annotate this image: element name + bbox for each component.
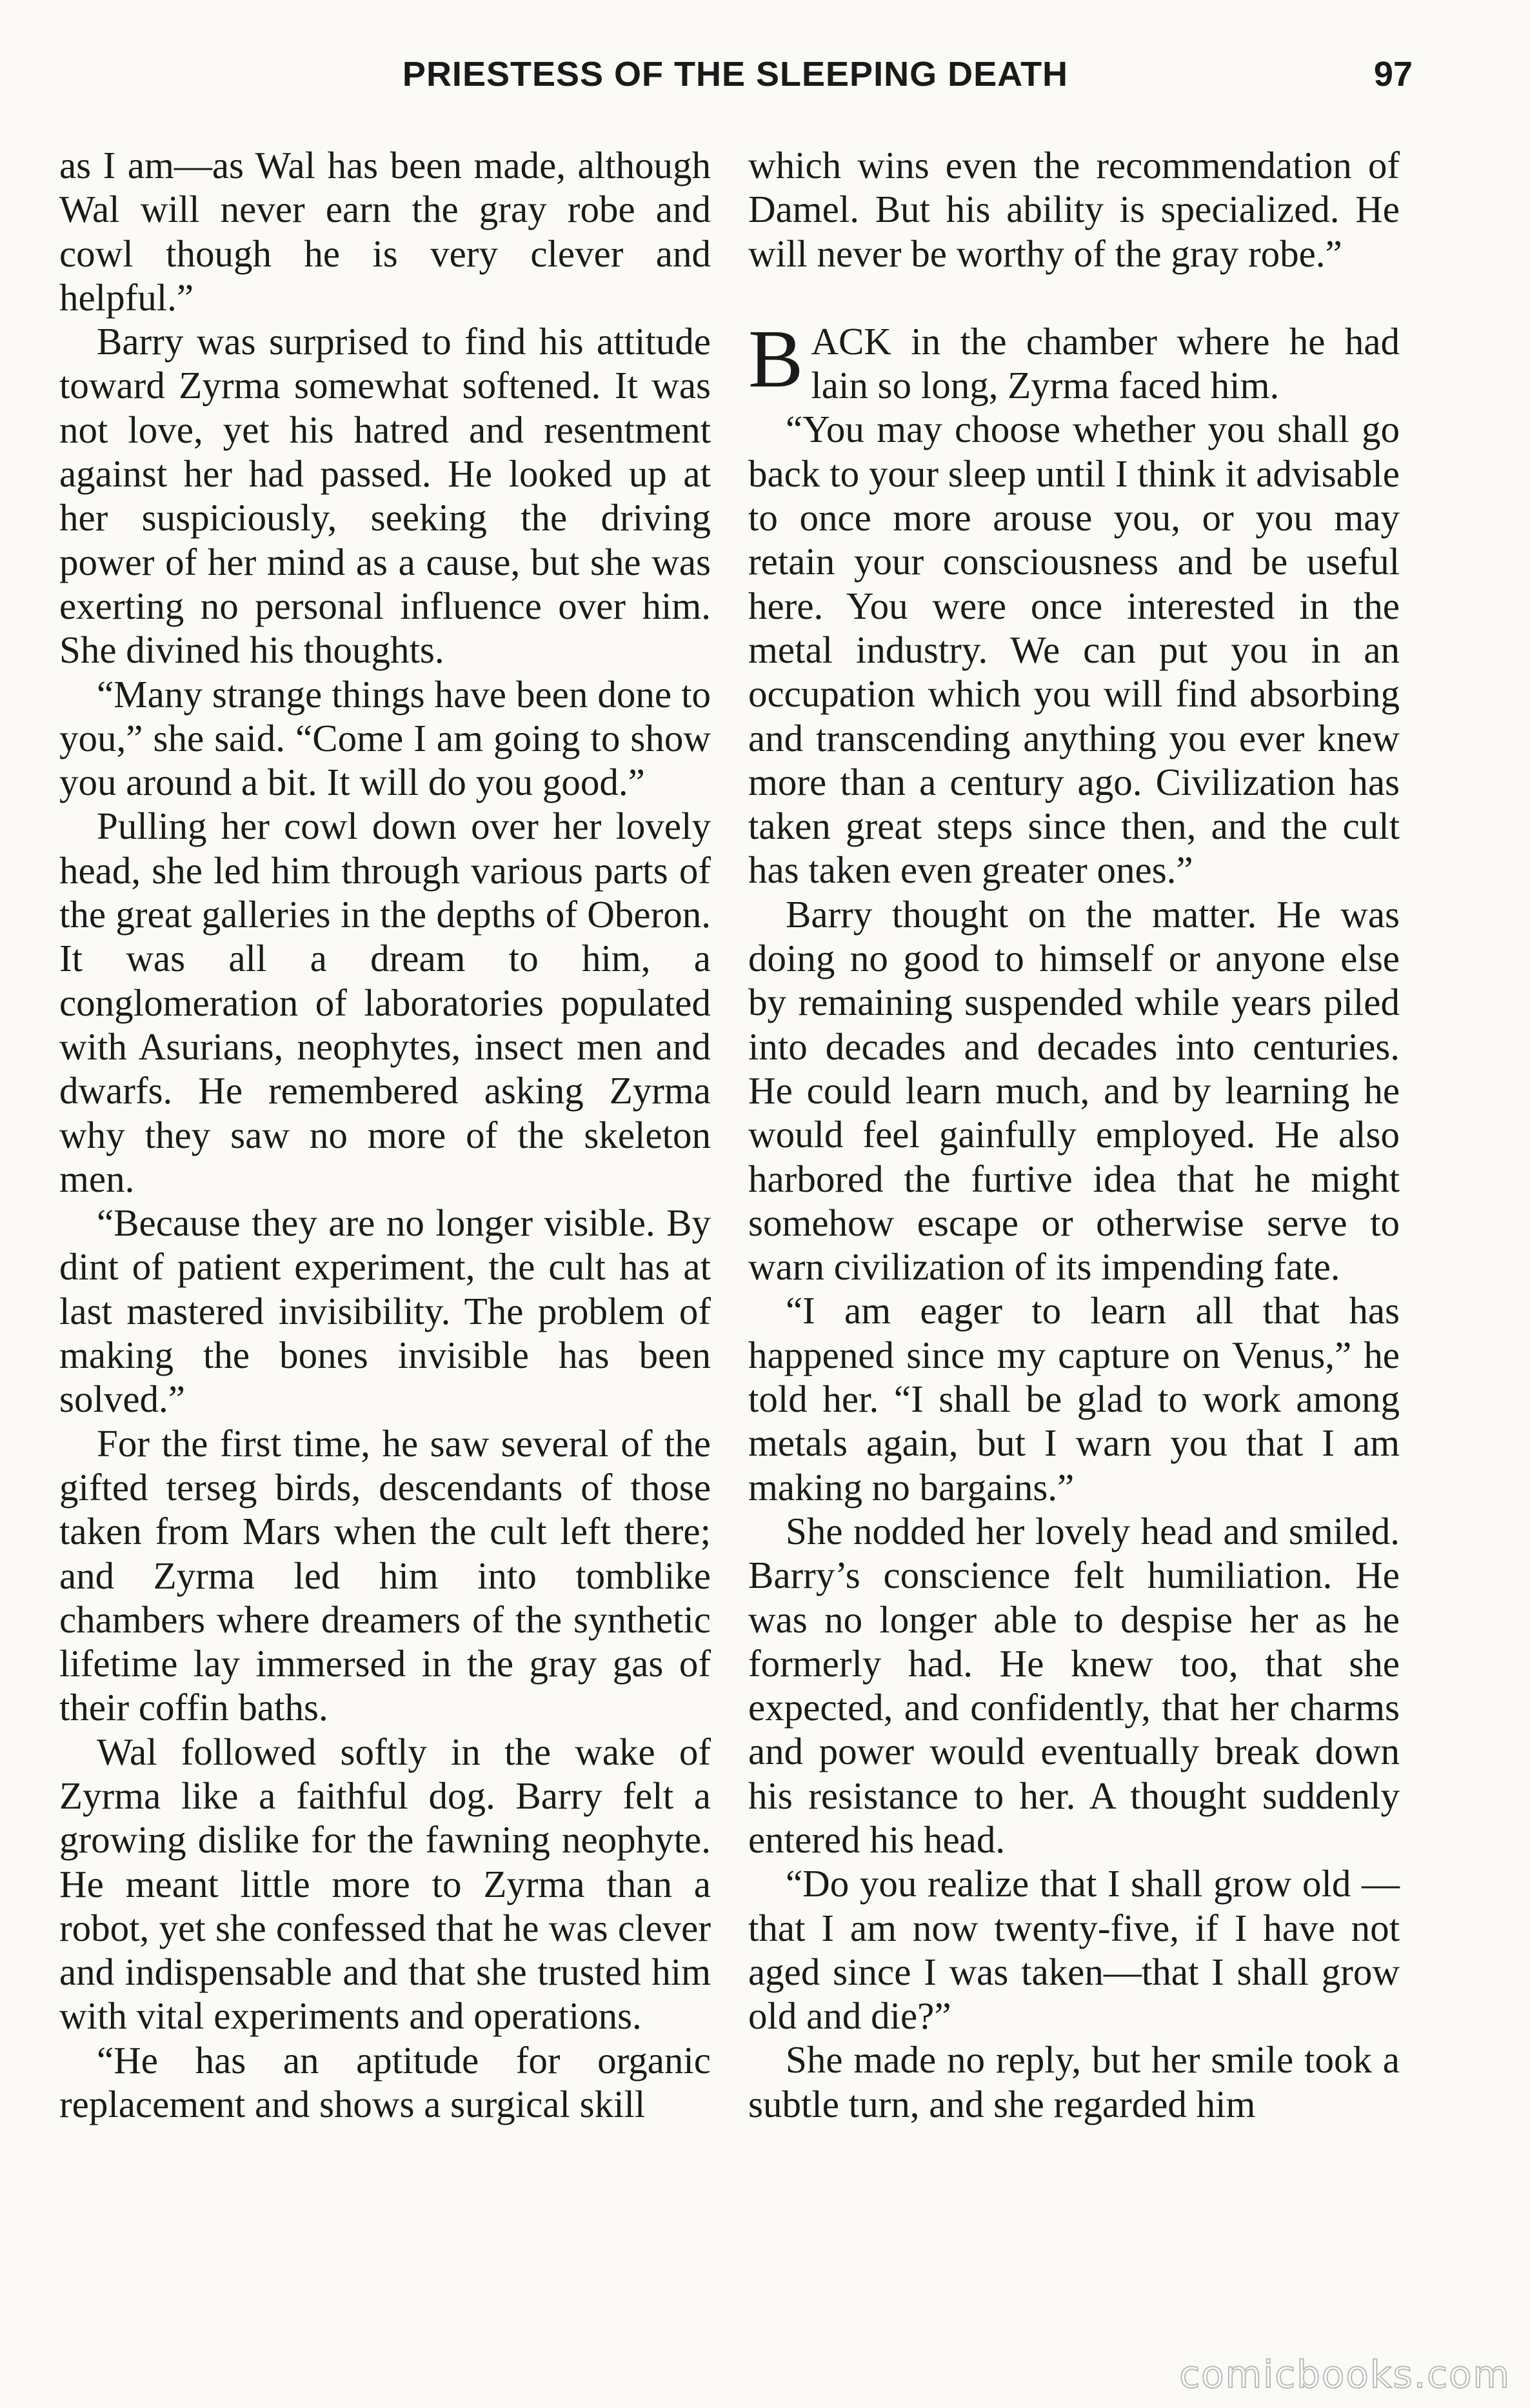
page-number: 97 — [1373, 55, 1413, 94]
drop-cap: B — [748, 312, 804, 405]
paragraph: “Because they are no longer visible. By dint of patient experiment, the cult has at last mastered invisibility. The problem of making the bones invisible has been solved.” — [59, 1201, 711, 1421]
paragraph: as I am—as Wal has been made, although Wal will never earn the gray robe and cowl though he is very clever and helpful.” — [59, 144, 711, 319]
paragraph: “He has an aptitude for organic replacement and shows a surgical skill — [59, 2038, 711, 2126]
paragraph-continuation: which wins even the recommendation of Damel. But his ability is specialized. He will never be worthy of the gray robe.” — [748, 144, 1400, 275]
paragraph: She nodded her lovely head and smiled. Barry’s conscience felt humiliation. He was no longer able to despise her as he formerly had. He knew too, that she expected, and confidently, that her charms and power would eventually break down his resistance to her. A thought suddenly entered his head. — [748, 1509, 1400, 1861]
running-head: PRIESTESS OF THE SLEEPING DEATH — [402, 55, 1069, 94]
left-column — [59, 143, 711, 2126]
paragraph: “Do you realize that I shall grow old —that I am now twenty-five, if I have not aged since I was taken—that I shall grow old and die?” — [748, 1862, 1400, 2038]
paragraph: For the first time, he saw several of the gifted terseg birds, descendants of those taken from Mars when the cult left there; and Zyrma led him into tomblike chambers where dreamers of the synthetic lifetime lay immersed in the gray gas of their coffin baths. — [59, 1421, 711, 1729]
paragraph: Pulling her cowl down over her lovely head, she led him through various parts of the great galleries in the depths of Oberon. It was all a dream to him, a conglomeration of laboratories populated with Asurians, neophytes, insect men and dwarfs. He remembered asking Zyrma why they saw no more of the skeleton men. — [59, 805, 711, 1200]
right-column — [748, 143, 1400, 2126]
watermark: comicbooks.com — [1179, 2353, 1511, 2396]
section-opening — [748, 312, 1400, 408]
paragraph: “I am eager to learn all that has happened since my capture on Venus,” he told her. “I shall be glad to work among metals again, but I warn you that I am making no bargains.” — [748, 1289, 1400, 1509]
section-opening-text: ACK in the chamber where he had lain so long, Zyrma faced him. — [811, 319, 1400, 407]
page-header — [58, 54, 1413, 112]
paragraph: Wal followed softly in the wake of Zyrma like a faithful dog. Barry felt a growing dislike for the fawning neophyte. He meant little more to Zyrma than a robot, yet she confessed that he was clever and indispensable and that she trusted him with vital experiments and operations. — [59, 1730, 711, 2038]
paragraph: She made no reply, but her smile took a subtle turn, and she regarded him — [748, 2038, 1400, 2125]
paragraph: Barry thought on the matter. He was doing no good to himself or anyone else by remaining suspended while years piled into decades and decades into centuries. He could learn much, and by learning he would feel gainfully employed. He also harbored the furtive idea that he might somehow escape or otherwise serve to warn civilization of its impending fate. — [748, 892, 1400, 1289]
paragraph: Barry was surprised to find his attitude toward Zyrma somewhat softened. It was not love, yet his hatred and resentment against her had passed. He looked up at her suspiciously, seeking the driving power of her mind as a cause, but she was exerting no personal influence over him. She divined his thoughts. — [59, 320, 711, 672]
paragraph: “You may choose whether you shall go back to your sleep until I think it advisable to once more arouse you, or you may retain your consciousness and be useful here. You were once interested in the metal industry. We can put you in an occupation which you will find absorbing and transcending anything you ever knew more than a century ago. Civilization has taken great steps since then, and the cult has taken even greater ones.” — [748, 408, 1400, 892]
paragraph: “Many strange things have been done to you,” she said. “Come I am going to show you around a bit. It will do you good.” — [59, 672, 711, 804]
